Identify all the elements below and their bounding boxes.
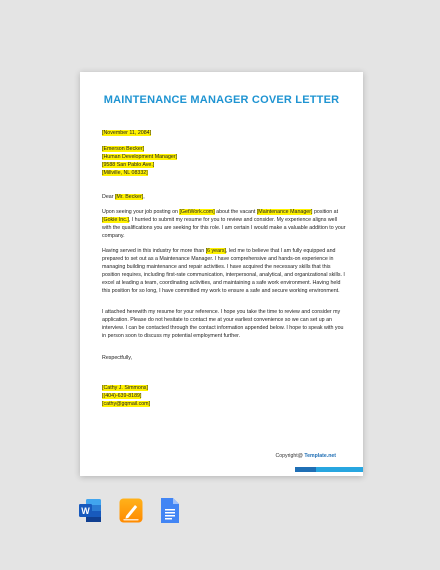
document-page bbox=[80, 72, 363, 476]
salutation-name: [Mr. Becker] bbox=[114, 194, 144, 200]
closing: Respectfully, bbox=[102, 355, 132, 361]
sender-block bbox=[102, 385, 347, 409]
pages-icon[interactable] bbox=[119, 497, 143, 524]
document-title: MAINTENANCE MANAGER COVER LETTER bbox=[103, 94, 340, 106]
recipient-title: [Human Development Manager] bbox=[102, 153, 178, 160]
sender-name: [Cathy J. Simmons] bbox=[102, 385, 148, 391]
recipient-block bbox=[102, 146, 347, 178]
date: [November 11, 2084] bbox=[102, 130, 152, 136]
salutation bbox=[102, 194, 347, 202]
job-site: [GetWork.com] bbox=[179, 209, 215, 215]
paragraph-2 bbox=[102, 248, 347, 295]
date-line bbox=[102, 130, 347, 138]
svg-text:W: W bbox=[81, 506, 90, 517]
p2-text-a: Having served in this industry for more than bbox=[102, 248, 206, 254]
p2-text-b: , led me to believe that I am fully equipped and prepared to set out as a Maintenance Manager. I have comprehensive and hands-on experience in managing building maintenance and repair activities. I have acquired the necessary skills that this position requires, including first-rate communication, interpersonal, analytical, and organizational skills. I excel at leading a team, coordinating activities, and maintaining a safe work environment. Having held this position for so long, I have committed my work to ensure a safe and secure working environment. bbox=[102, 248, 345, 294]
p1-text-a: Upon seeing your job posting on bbox=[102, 209, 180, 215]
paragraph-3: I attached herewith my resume for your reference. I hope you take the time to review and consider my application. Please do not hesitate to contact me at your earliest convenience so we can set up an interview. I can be contacted through the contact information appended below. I hope to speak with you in person soon to discuss my potential employment further. bbox=[102, 309, 344, 339]
template-site-link[interactable]: Template.net bbox=[304, 453, 336, 459]
job-position: [Maintenance Manager] bbox=[256, 209, 313, 215]
footer-bar-light bbox=[316, 467, 363, 472]
sender-email: [cathy@gqmail.com] bbox=[102, 400, 151, 407]
p1-text-c: position at bbox=[312, 209, 339, 215]
years-experience: [6 years] bbox=[205, 248, 226, 254]
recipient-city: [Millville, NL 08332] bbox=[102, 169, 148, 176]
p1-text-d: , I hurried to submit my resume for you to review and consider. My experience aligns well with the qualifications you are seeking for this role. I am certain I would make a valuable addition to your company. bbox=[102, 216, 346, 239]
copyright-label: Copyright@ bbox=[275, 453, 305, 459]
paragraph-1 bbox=[102, 209, 347, 241]
footer-copyright bbox=[275, 453, 336, 459]
salutation-prefix: Dear bbox=[102, 194, 115, 200]
word-icon[interactable] bbox=[78, 497, 102, 524]
salutation-suffix: , bbox=[143, 194, 145, 200]
p1-text-b: about the vacant bbox=[214, 209, 257, 215]
recipient-street: [9588 San Pablo Ave.] bbox=[102, 161, 155, 168]
google-docs-icon[interactable] bbox=[158, 497, 182, 524]
sender-phone: [(404)-639-8189] bbox=[102, 392, 142, 399]
recipient-name: [Emerson Becker] bbox=[102, 146, 145, 152]
company-name: [Gokie Inc.] bbox=[102, 216, 129, 223]
